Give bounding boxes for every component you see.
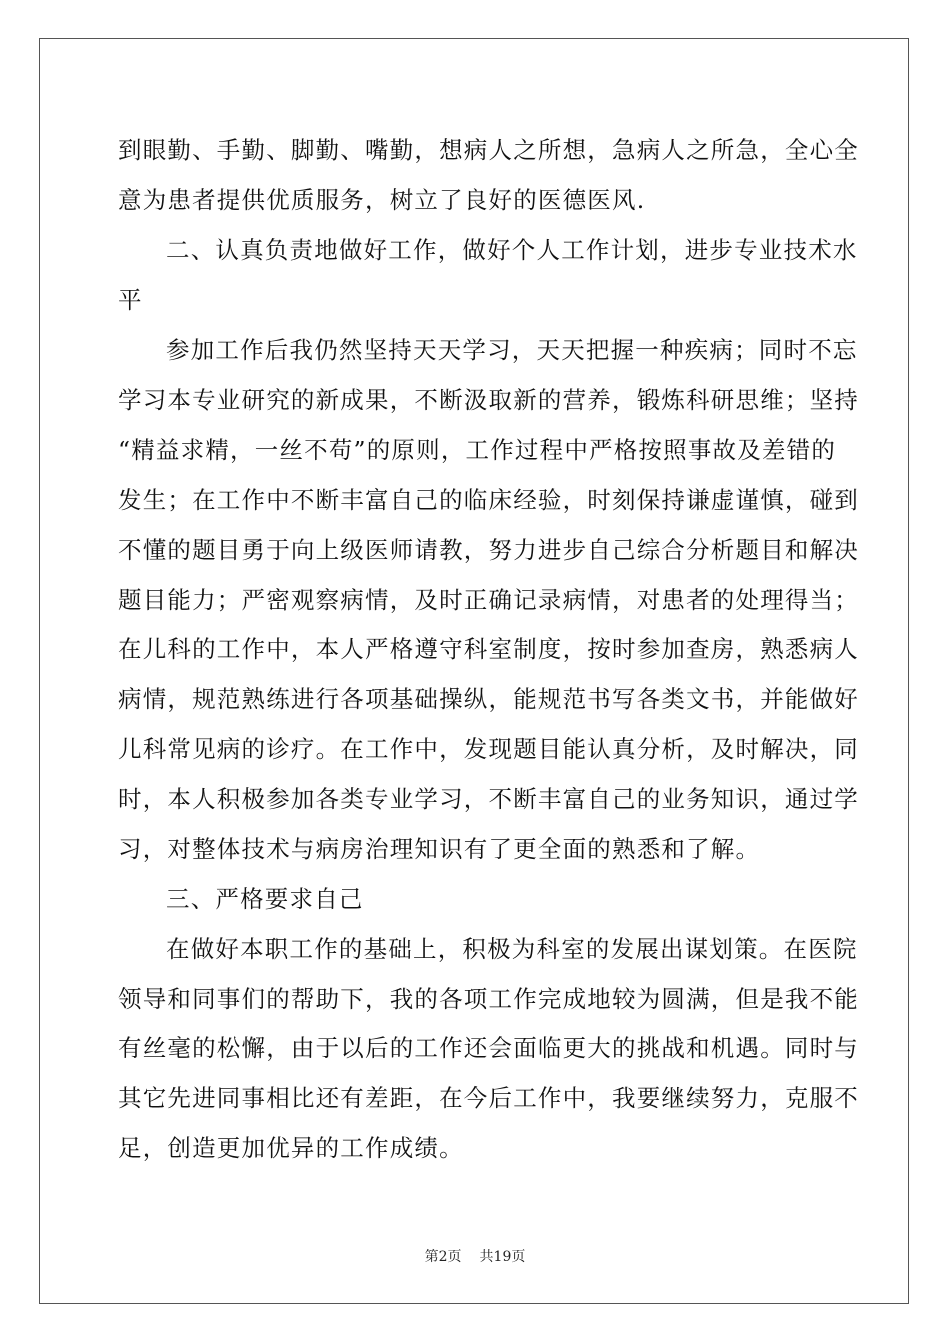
text-line: 习，对整体技术与病房治理知识有了更全面的熟悉和了解。 — [118, 835, 761, 863]
text-line: 题目能力；严密观察病情，及时正确记录病情，对患者的处理得当； — [118, 586, 859, 614]
text-line: 在做好本职工作的基础上，积极为科室的发展出谋划策。在医院 — [166, 935, 858, 963]
text-line: 不懂的题目勇于向上级医师请教，努力进步自己综合分析题目和解决 — [118, 536, 859, 564]
text-line: 其它先进同事相比还有差距，在今后工作中，我要继续努力，克服不 — [118, 1084, 859, 1112]
section-heading-continued: 平 — [118, 286, 143, 314]
text-line: 到眼勤、手勤、脚勤、嘴勤，想病人之所想，急病人之所急，全心全 — [118, 136, 859, 164]
text-line: 儿科常见病的诊疗。在工作中，发现题目能认真分析，及时解决，同 — [118, 735, 859, 763]
page-footer — [0, 1246, 950, 1266]
section-heading: 二、认真负责地做好工作，做好个人工作计划，进步专业技术水 — [166, 236, 858, 264]
section-heading: 三、严格要求自己 — [166, 885, 364, 913]
text-line: 领导和同事们的帮助下，我的各项工作完成地较为圆满，但是我不能 — [118, 985, 859, 1013]
text-line: “精益求精，一丝不苟”的原则，工作过程中严格按照事故及差错的 — [118, 436, 837, 464]
text-line: 意为患者提供优质服务，树立了良好的医德医风. — [118, 186, 646, 214]
page-total: 共19页 — [479, 1249, 526, 1265]
text-line: 时，本人积极参加各类专业学习，不断丰富自己的业务知识，通过学 — [118, 785, 859, 813]
text-line: 参加工作后我仍然坚持天天学习，天天把握一种疾病；同时不忘 — [166, 336, 858, 364]
page-number: 第2页 — [424, 1249, 462, 1265]
text-line: 发生；在工作中不断丰富自己的临床经验，时刻保持谦虚谨慎，碰到 — [118, 486, 859, 514]
text-line: 病情，规范熟练进行各项基础操纵，能规范书写各类文书，并能做好 — [118, 685, 859, 713]
text-line: 有丝毫的松懈，由于以后的工作还会面临更大的挑战和机遇。同时与 — [118, 1034, 859, 1062]
text-line: 学习本专业研究的新成果，不断汲取新的营养，锻炼科研思维；坚持 — [118, 386, 859, 414]
text-line: 在儿科的工作中，本人严格遵守科室制度，按时参加查房，熟悉病人 — [118, 635, 859, 663]
text-line: 足，创造更加优异的工作成绩。 — [118, 1134, 464, 1162]
